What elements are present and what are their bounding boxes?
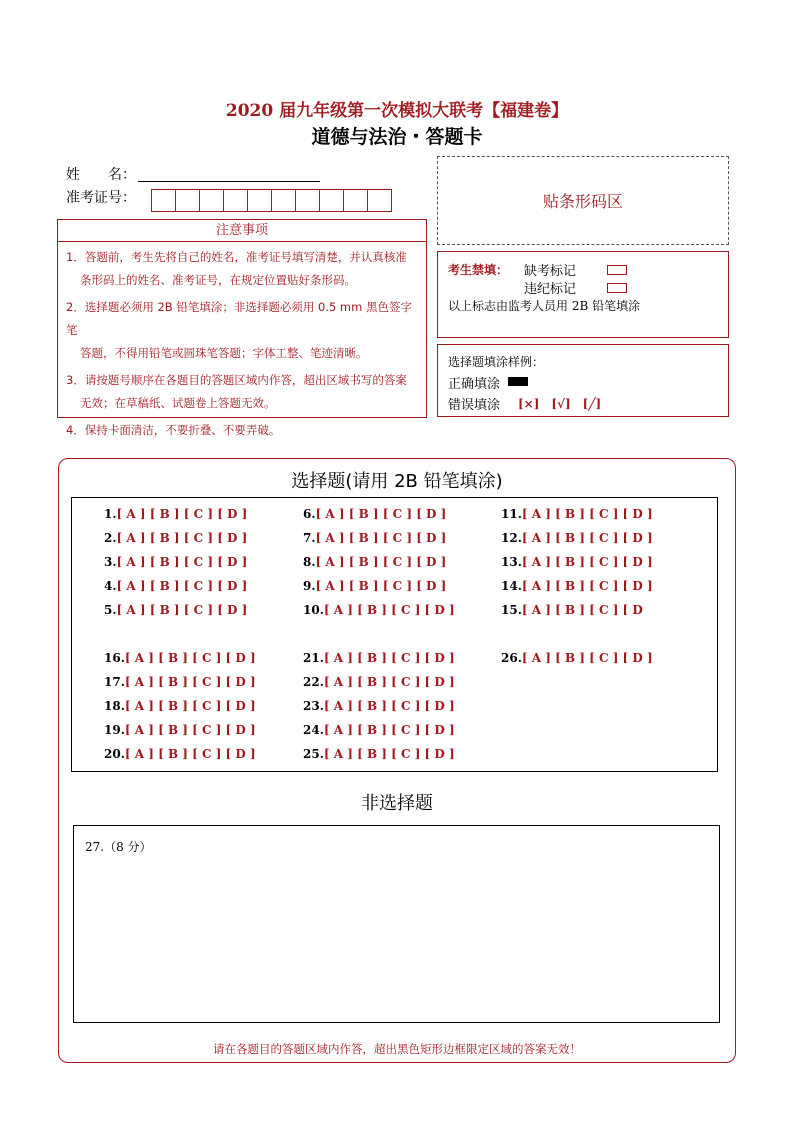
question-9[interactable]: 9.[ A ] [ B ] [ C ] [ D ]: [303, 579, 447, 593]
footer-note: 请在各题目的答题区域内作答，超出黑色矩形边框限定区域的答案无效！: [213, 1042, 581, 1056]
id-digit-box[interactable]: [343, 189, 368, 212]
id-digit-box[interactable]: [295, 189, 320, 212]
question-17[interactable]: 17.[ A ] [ B ] [ C ] [ D ]: [104, 675, 256, 689]
violation-label: 违纪标记: [524, 282, 577, 297]
question-13[interactable]: 13.[ A ] [ B ] [ C ] [ D ]: [501, 555, 653, 569]
notice-item: 3．请按题号顺序在各题目的答题区域内作答，超出区域书写的答案 无效；在草稿纸、试题卷上答题无效。: [66, 373, 407, 410]
non-mc-section-title: 非选择题: [361, 793, 433, 814]
question-26[interactable]: 26.[ A ] [ B ] [ C ] [ D ]: [501, 651, 653, 665]
id-digit-box[interactable]: [367, 189, 392, 212]
violation-mark-box[interactable]: [607, 283, 627, 293]
id-digit-box[interactable]: [151, 189, 176, 212]
question-14[interactable]: 14.[ A ] [ B ] [ C ] [ D ]: [501, 579, 653, 593]
id-digit-box[interactable]: [271, 189, 296, 212]
mc-section-title: 选择题(请用 2B 铅笔填涂): [291, 471, 503, 492]
question-12[interactable]: 12.[ A ] [ B ] [ C ] [ D ]: [501, 531, 653, 545]
question-25[interactable]: 25.[ A ] [ B ] [ C ] [ D ]: [303, 747, 455, 761]
correct-fill-label: 正确填涂: [448, 377, 501, 392]
question-19[interactable]: 19.[ A ] [ B ] [ C ] [ D ]: [104, 723, 256, 737]
fill-sample-title: 选择题填涂样例：: [448, 355, 545, 369]
forbidden-note: 以上标志由监考人员用 2B 铅笔填涂: [448, 299, 641, 313]
id-digit-box[interactable]: [319, 189, 344, 212]
missing-label: 缺考标记: [524, 264, 577, 279]
id-label: 准考证号：: [66, 190, 136, 206]
notice-item: 2．选择题必须用 2B 铅笔填涂；非选择题必须用 0.5 mm 黑色签字笔 答题，不得用铅笔或圆珠笔答题；字体工整、笔迹清晰。: [66, 300, 412, 360]
forbidden-label: 考生禁填：: [448, 263, 509, 277]
question-2[interactable]: 2.[ A ] [ B ] [ C ] [ D ]: [104, 531, 248, 545]
question-3[interactable]: 3.[ A ] [ B ] [ C ] [ D ]: [104, 555, 248, 569]
question-6[interactable]: 6.[ A ] [ B ] [ C ] [ D ]: [303, 507, 447, 521]
question-10[interactable]: 10.[ A ] [ B ] [ C ] [ D ]: [303, 603, 455, 617]
notice-item: 4．保持卡面清洁，不要折叠、不要弄破。: [66, 423, 281, 437]
question-27-label: 27.（8 分）: [85, 840, 152, 854]
barcode-area: [437, 156, 729, 245]
question-15[interactable]: 15.[ A ] [ B ] [ C ] [ D: [501, 603, 643, 617]
id-number-boxes[interactable]: [151, 189, 391, 212]
question-20[interactable]: 20.[ A ] [ B ] [ C ] [ D ]: [104, 747, 256, 761]
name-field[interactable]: [138, 180, 320, 182]
correct-fill-mark: [508, 377, 528, 386]
question-22[interactable]: 22.[ A ] [ B ] [ C ] [ D ]: [303, 675, 455, 689]
missing-mark-box[interactable]: [607, 265, 627, 275]
notice-box: [57, 242, 427, 437]
barcode-label: 贴条形码区: [542, 192, 623, 211]
question-21[interactable]: 21.[ A ] [ B ] [ C ] [ D ]: [303, 651, 455, 665]
question-4[interactable]: 4.[ A ] [ B ] [ C ] [ D ]: [104, 579, 248, 593]
notice-item: 1．答题前，考生先将自己的姓名，准考证号填写清楚，并认真核准 条形码上的姓名、准考证号，在规定位置贴好条形码。: [66, 250, 407, 287]
question-1[interactable]: 1.[ A ] [ B ] [ C ] [ D ]: [104, 507, 248, 521]
id-digit-box[interactable]: [223, 189, 248, 212]
id-digit-box[interactable]: [175, 189, 200, 212]
wrong-fill-label: 错误填涂: [448, 398, 501, 413]
question-5[interactable]: 5.[ A ] [ B ] [ C ] [ D ]: [104, 603, 248, 617]
question-11[interactable]: 11.[ A ] [ B ] [ C ] [ D ]: [501, 507, 653, 521]
id-digit-box[interactable]: [199, 189, 224, 212]
fill-sample-box: [437, 344, 729, 417]
question-7[interactable]: 7.[ A ] [ B ] [ C ] [ D ]: [303, 531, 447, 545]
name-label: 姓 名：: [66, 167, 136, 183]
question-8[interactable]: 8.[ A ] [ B ] [ C ] [ D ]: [303, 555, 447, 569]
id-digit-box[interactable]: [247, 189, 272, 212]
wrong-fill-examples: [×] [√] [╱]: [518, 397, 602, 411]
forbidden-box: [437, 251, 729, 338]
question-23[interactable]: 23.[ A ] [ B ] [ C ] [ D ]: [303, 699, 455, 713]
question-18[interactable]: 18.[ A ] [ B ] [ C ] [ D ]: [104, 699, 256, 713]
question-24[interactable]: 24.[ A ] [ B ] [ C ] [ D ]: [303, 723, 455, 737]
notice-title: 注意事项: [57, 219, 427, 242]
question-16[interactable]: 16.[ A ] [ B ] [ C ] [ D ]: [104, 651, 256, 665]
question-27-answer-box[interactable]: [73, 825, 720, 1023]
answer-sheet-title: 道德与法治・答题卡: [311, 126, 483, 148]
exam-title: 2020 届九年级第一次模拟大联考【福建卷】: [225, 101, 569, 121]
